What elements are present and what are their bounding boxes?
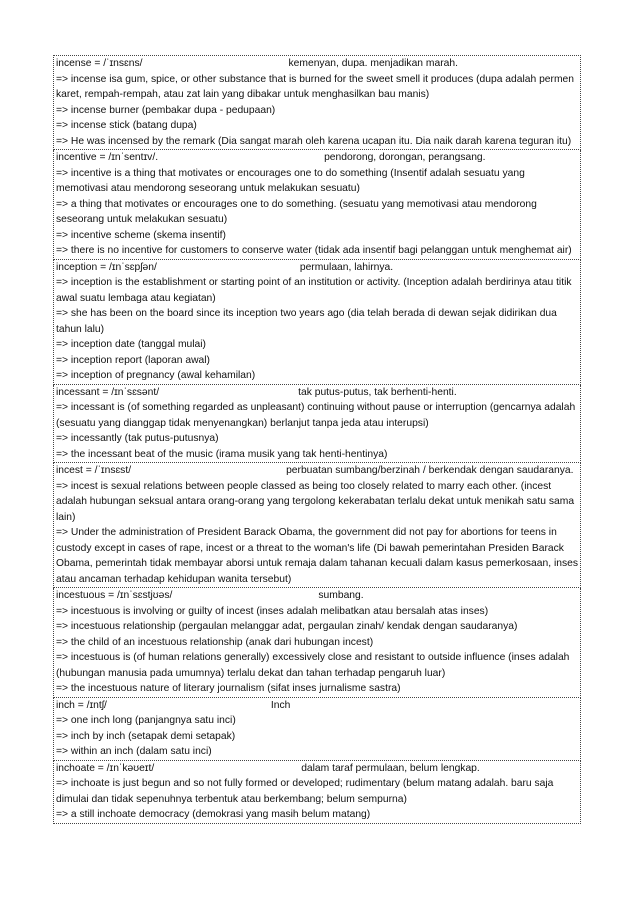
entry-example-line: => one inch long (panjangnya satu inci) [56, 715, 236, 726]
entry-example-line: => incestuous is involving or guilty of incest (inses adalah melibatkan atau bersalah atas inses) [56, 605, 489, 617]
entry-example-line: => incessant is (of something regarded as unpleasant) continuing without pause or interruption (gencarnya adalah (sesuatu yang dianggap tidak menyenangkan) berlanjut tanpa jeda atau interupsi) [56, 402, 576, 429]
entry-example-line: => a still inchoate democracy (demokrasi yang masih belum matang) [56, 809, 371, 820]
entry-example-line: => incense isa gum, spice, or other substance that is burned for the sweet smell it produces (dupa adalah permen karet, rempah-rempah, atau zat lain yang dibakar untuk menghasilkan bau manis) [56, 73, 574, 100]
entry-headword: inception = /ɪnˈsɛpʃən/ [56, 261, 157, 273]
entry-headword-line [56, 761, 578, 777]
entry-meaning: sumbang. [318, 590, 364, 601]
entry-example-line: => incessantly (tak putus-putusnya) [56, 433, 219, 444]
entry-headword-line [56, 150, 578, 166]
entry-example-line: => incest is sexual relations between people classed as being too closely related to marry each other. (incest adalah hubungan seksual antara orang-orang yang tergolong kekerabatan terlalu dekat untuk menikah satu sama lain) [56, 480, 575, 523]
entry-headword: incentive = /ɪnˈsentɪv/. [56, 152, 159, 163]
entry-example-line: => inch by inch (setapak demi setapak) [56, 730, 236, 742]
entry-example-line: => the incessant beat of the music (irama musik yang tak henti-hentinya) [56, 448, 388, 460]
entry-headword-line [56, 56, 578, 72]
entry-example-line: => incense stick (batang dupa) [56, 120, 197, 131]
entry-headword: inch = /ɪntʃ/ [56, 699, 107, 711]
entry-example-line: => there is no incentive for customers to conserve water (tidak ada insentif bagi pelanggan untuk menghemat air) [56, 245, 572, 256]
entry-example-line: => inception report (laporan awal) [56, 354, 210, 366]
entry-meaning: Inch [270, 699, 291, 711]
entry-example-line: => the child of an incestuous relationship (anak dari hubungan incest) [56, 636, 374, 648]
entry-headword: incest = /ˈɪnsɛst/ [56, 465, 132, 476]
entry-example-line: => she has been on the board since its inception two years ago (dia telah berada di dewan sejak didirikan dua tahun lalu) [56, 308, 557, 335]
glossary-entry [53, 150, 581, 260]
glossary-entry [53, 55, 581, 150]
glossary-entry [53, 463, 581, 588]
entry-headword: incestuous = /ɪnˈsɛstjʊəs/ [56, 590, 173, 601]
entry-headword-line [56, 463, 578, 479]
entry-example-line: => incentive scheme (skema insentif) [56, 229, 226, 241]
entry-headword: inchoate = /ɪnˈkəʊeɪt/ [56, 762, 155, 774]
entry-meaning: tak putus-putus, tak berhenti-henti. [298, 386, 457, 398]
glossary-entry [53, 260, 581, 385]
entry-headword: incense = /ˈɪnsɛns/ [56, 58, 143, 69]
entry-example-line: => incestuous is (of human relations generally) excessively close and resistant to outside influence (inses adalah (hubungan manusia pada umumnya) terlalu dekat dan tahan terhadap pengaruh luar) [56, 652, 570, 679]
entry-headword-line [56, 588, 578, 604]
glossary-page [53, 55, 581, 824]
entry-example-line: => inception date (tanggal mulai) [56, 339, 206, 350]
entry-meaning: permulaan, lahirnya. [299, 261, 394, 273]
entry-example-line: => a thing that motivates or encourages one to do something. (sesuatu yang memotivasi atau mendorong seseorang untuk melakukan sesuatu) [56, 198, 537, 225]
entry-headword-line [56, 260, 578, 276]
entry-example-line: => inchoate is just begun and so not fully formed or developed; rudimentary (belum matang adalah. baru saja dimulai dan tidak sepenuhnya terbentuk atau berkembang; belum sempurna) [56, 778, 554, 805]
entry-meaning: perbuatan sumbang/berzinah / berkendak dengan saudaranya. [286, 465, 574, 476]
glossary-entry [53, 698, 581, 761]
entry-example-line: => within an inch (dalam satu inci) [56, 746, 212, 757]
glossary-entry [53, 761, 581, 824]
entry-example-line: => the incestuous nature of literary journalism (sifat inses jurnalisme sastra) [56, 683, 401, 694]
entry-example-line: => incentive is a thing that motivates or encourages one to do something (Insentif adalah sesuatu yang memotivasi atau mendorong seseorang untuk melakukan sesuatu) [56, 167, 525, 194]
entry-example-line: => inception of pregnancy (awal kehamilan) [56, 370, 256, 381]
glossary-entry [53, 385, 581, 464]
entry-headword: incessant = /ɪnˈsɛsənt/ [56, 386, 160, 398]
entry-meaning: dalam taraf permulaan, belum lengkap. [301, 762, 480, 774]
entry-example-line: => Under the administration of President Barack Obama, the government did not pay for abortions for teens in custody except in cases of rape, incest or a threat to the woman's life (Di bawah pemerintahan Presiden Barack Obama, pemerintah tidak membayar aborsi untuk remaja dalam tahanan kecuali dalam kasus pemerkosaan, inses atau ancaman terhadap kehidupan wanita tersebut) [56, 527, 578, 585]
entry-example-line: => incestuous relationship (pergaulan melanggar adat, pergaulan zinah/ kendak dengan saudaranya) [56, 621, 518, 632]
entry-example-line: => He was incensed by the remark (Dia sangat marah oleh karena ucapan itu. Dia naik darah karena teguran itu) [56, 135, 572, 147]
entry-example-line: => inception is the establishment or starting point of an institution or activity. (Inception adalah berdirinya atau titik awal suatu lembaga atau kegiatan) [56, 277, 572, 304]
entry-headword-line [56, 385, 578, 401]
entry-headword-line [56, 698, 578, 714]
entry-example-line: => incense burner (pembakar dupa - pedupaan) [56, 104, 276, 116]
entry-meaning: kemenyan, dupa. menjadikan marah. [288, 58, 458, 69]
glossary-entry [53, 588, 581, 698]
entry-meaning: pendorong, dorongan, perangsang. [324, 152, 486, 163]
